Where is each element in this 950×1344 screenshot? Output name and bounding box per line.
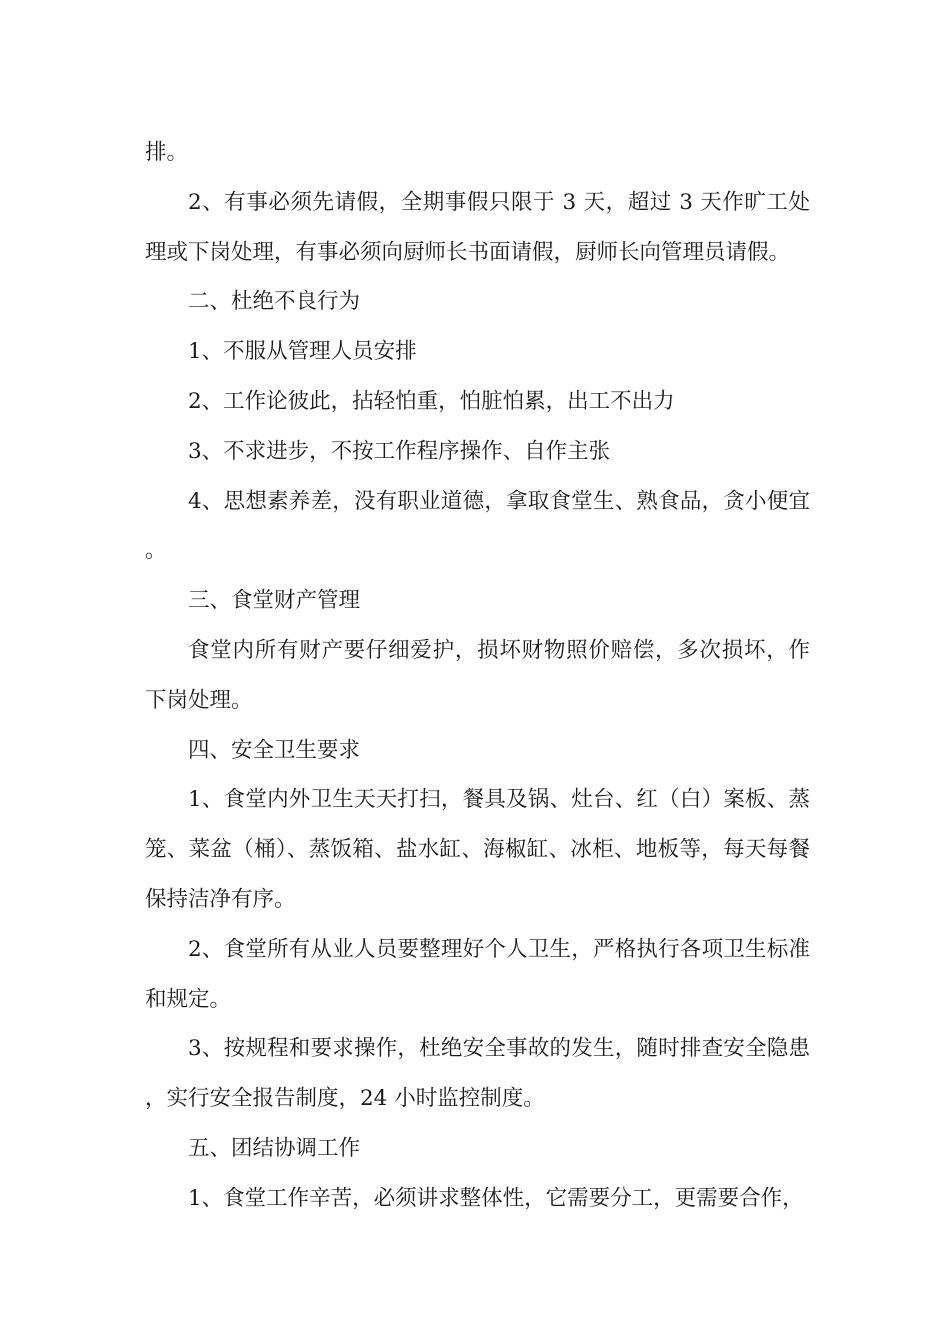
list-item: 1、食堂内外卫生天天打扫，餐具及锅、灶台、红（白）案板、蒸笼、菜盆（桶）、蒸饭箱、盐水缸、海椒缸、冰柜、地板等，每天每餐保持洁净有序。 <box>145 787 810 912</box>
paragraph-property: 食堂内所有财产要仔细爱护，损坏财物照价赔偿，多次损坏，作下岗处理。 <box>145 637 810 713</box>
section-heading-teamwork: 五、团结协调工作 <box>188 1135 361 1161</box>
list-item: 1、不服从管理人员安排 <box>188 339 417 365</box>
list-item: 3、按规程和要求操作，杜绝安全事故的发生，随时排查安全隐患，实行安全报告制度，24 小时监控制度。 <box>145 1036 810 1112</box>
document-body <box>145 128 810 1224</box>
list-item: 4、思想素养差，没有职业道德，拿取食堂生、熟食品，贪小便宜。 <box>145 488 810 564</box>
section-heading-property: 三、食堂财产管理 <box>188 588 361 614</box>
list-item: 2、工作论彼此，拈轻怕重，怕脏怕累，出工不出力 <box>188 388 675 414</box>
paragraph-continuation: 排。 <box>145 140 189 165</box>
list-item: 2、食堂所有从业人员要整理好个人卫生，严格执行各项卫生标准和规定。 <box>145 936 810 1012</box>
paragraph-leave-rule: 2、有事必须先请假，全期事假只限于 3 天，超过 3 天作旷工处理或下岗处理，有事必须向厨师长书面请假，厨师长向管理员请假。 <box>145 189 810 265</box>
list-item: 3、不求进步，不按工作程序操作、自作主张 <box>188 438 611 464</box>
section-heading-bad-behavior: 二、杜绝不良行为 <box>188 289 361 315</box>
section-heading-safety: 四、安全卫生要求 <box>188 737 361 763</box>
list-item: 1、食堂工作辛苦，必须讲求整体性，它需要分工，更需要合作， <box>188 1185 804 1211</box>
